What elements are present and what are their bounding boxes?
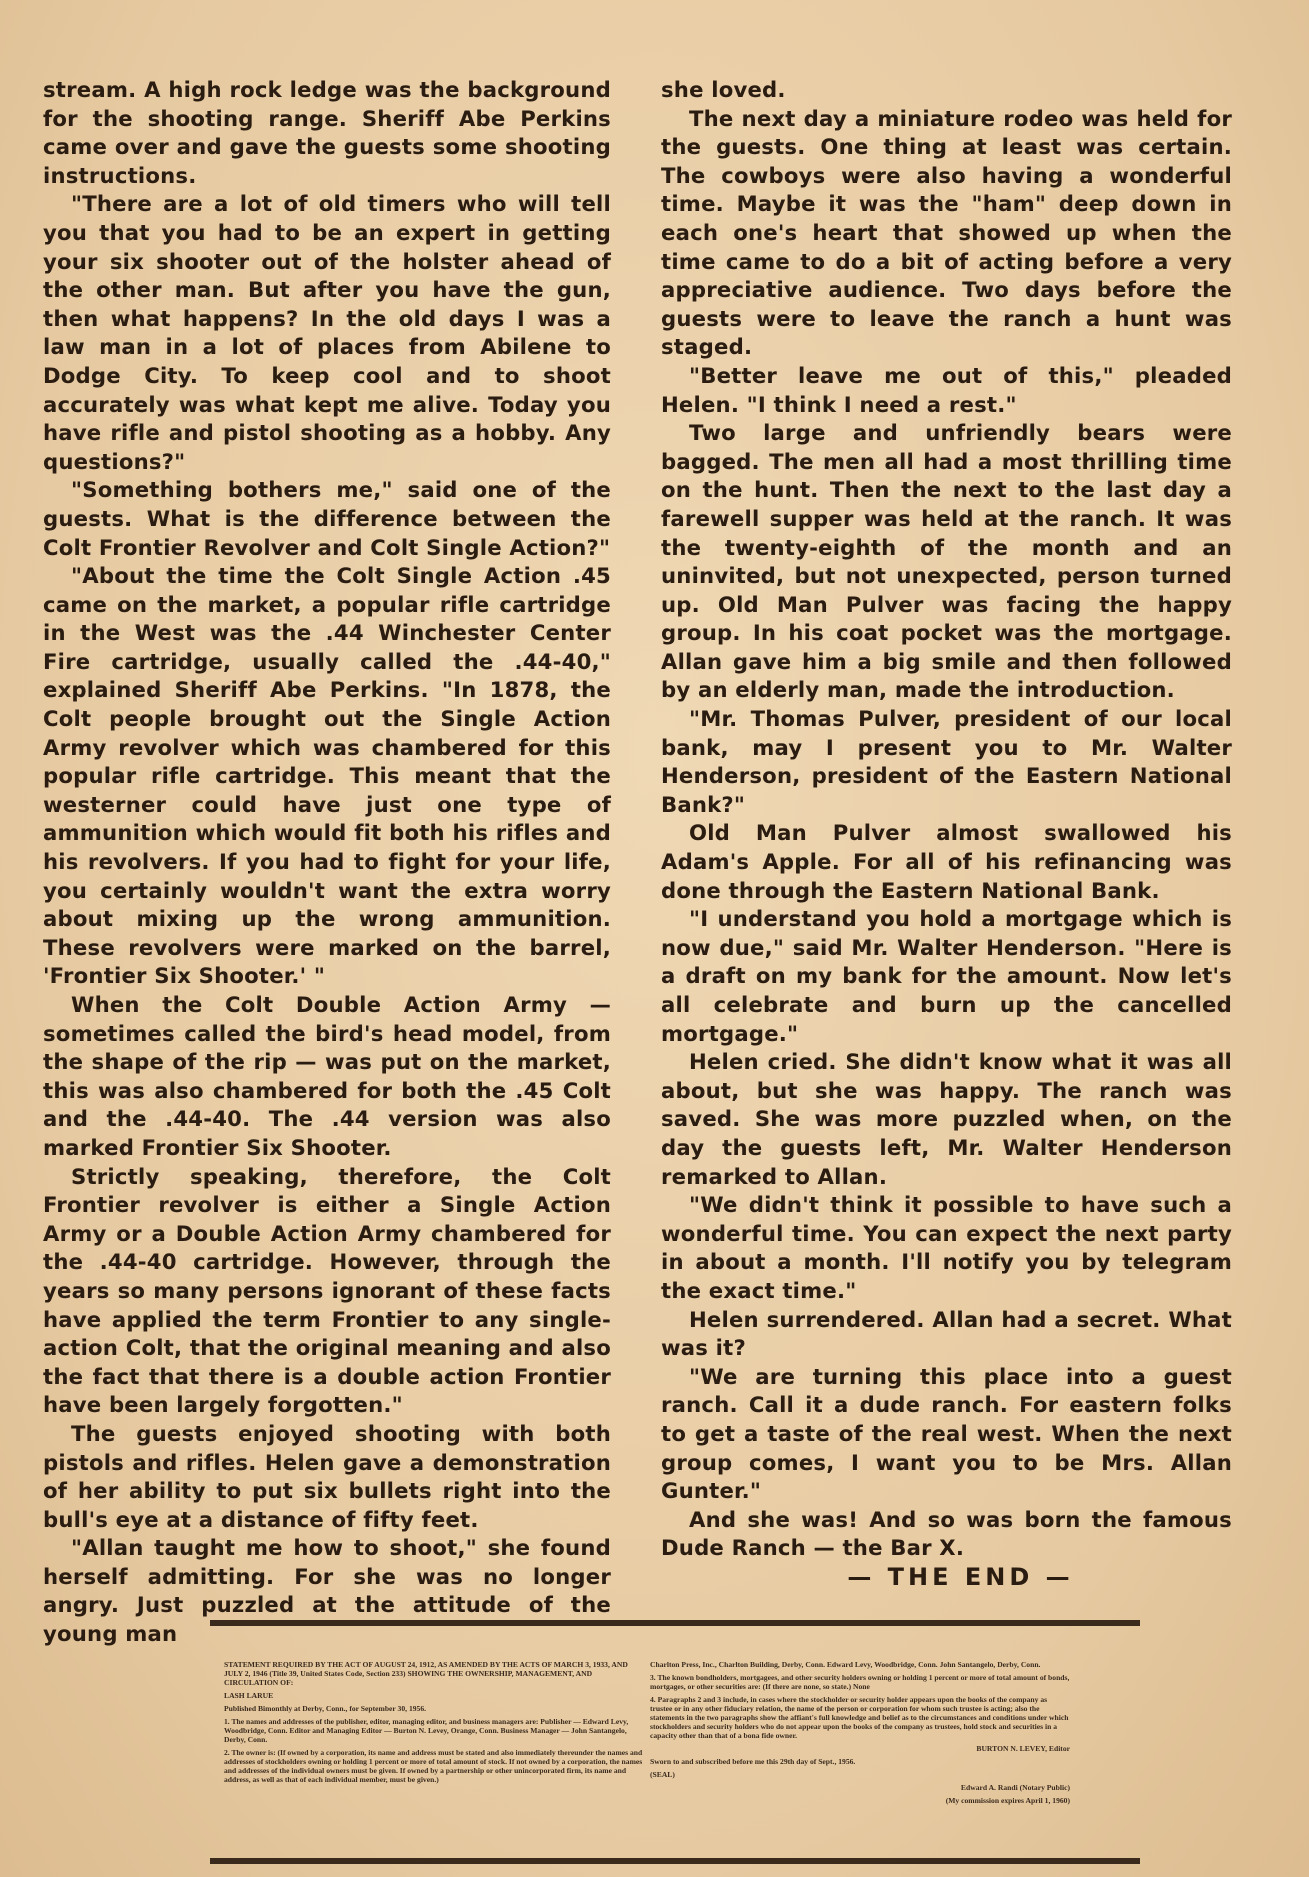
story-paragraph: And she was! And so was born the famous Dude Ranch — the Bar X. xyxy=(661,1506,1232,1561)
story-paragraph: "We are turning this place into a guest ranch. Call it a dude ranch. For eastern folks to get a taste of the real west. When the next group comes, I want you to be Mrs. Allan Gunter." xyxy=(661,1363,1232,1504)
story-paragraph: she loved. xyxy=(661,77,786,102)
story-paragraph: Helen surrendered. Allan had a secret. What was it? xyxy=(661,1306,1232,1361)
story-paragraph: Helen cried. She didn't know what it was all about, but she was happy. The ranch was saved. She was more puzzled when, on the day the guests left, Mr. Walter Henderson remarked to Allan. xyxy=(661,1049,1232,1189)
story-paragraph: "Something bothers me," said one of the guests. What is the difference between the Colt Frontier Revolver and Colt Single Action?" xyxy=(43,477,611,560)
ownership-statement-right xyxy=(650,1660,1070,1809)
story-paragraph: "Better leave me out of this," pleaded Helen. "I think I need a rest." xyxy=(661,362,1232,417)
statement-paragraph: Published Bimonthly at Derby, Conn., for September 30, 1956. xyxy=(224,1704,427,1713)
statement-paragraph: 4. Paragraphs 2 and 3 include, in cases where the stockholder or security holder appears upon the books of the company as trustee or in any other fiduciary relation, the name of the person or corporation for whom such trustee is acting; also the statements in the two paragraphs show the affiant's full knowledge and belief as to the circumstances and conditions under which stockholders and security holders who do not appear upon the books of the company as trustees, hold stock and securities in a capacity other than that of a bona fide owner. xyxy=(650,1695,1069,1740)
story-paragraph: The next day a miniature rodeo was held for the guests. One thing at least was certain. The cowboys were also having a wonderful time. Maybe it was the "ham" deep down in each one's heart that showed up when the time came to do a bit of acting before a very appreciative audience. Two days before the guests were to leave the ranch a hunt was staged. xyxy=(661,105,1232,360)
statement-paragraph: 3. The known bondholders, mortgagees, and other security holders owning or holding 1 percent or more of total amount of bonds, mortgages, or other securities are: (If there are none, so state.) None xyxy=(650,1673,1070,1691)
sworn-statement: Sworn to and subscribed before me this 29th day of Sept., 1956. xyxy=(650,1757,856,1766)
story-paragraph: "There are a lot of old timers who will tell you that you had to be an expert in getting your six shooter out of the holster ahead of the other man. But after you have the gun, then what happens? In the old days I was a law man in a lot of places from Abilene to Dodge City. To keep cool and to shoot accurately was what kept me alive. Today you have rifle and pistol shooting as a hobby. Any questions?" xyxy=(43,191,611,474)
statement-paragraph: 2. The owner is: (If owned by a corporation, its name and address must be stated and also immediately thereunder the names and addresses of stockholders owning or holding 1 percent or more of total amount of stock. If not owned by a corporation, the names and addresses of the individual owners must be given. If owned by a partnership or other unincorporated firm, its name and address, as well as that of each individual member, must be given.) xyxy=(224,1748,643,1784)
story-paragraph: When the Colt Double Action Army — sometimes called the bird's head model, from the shape of the rip — was put on the market, this was also chambered for both the .45 Colt and the .44-40. The .44 version was also marked Frontier Six Shooter. xyxy=(43,992,611,1160)
story-paragraph: "We didn't think it possible to have such a wonderful time. You can expect the next party in about a month. I'll notify you by telegram the exact time." xyxy=(661,1192,1232,1303)
ownership-statement-box xyxy=(210,1620,1140,1864)
commission-expiry: (My commission expires April 1, 1960) xyxy=(945,1796,1070,1805)
seal-label: (SEAL) xyxy=(650,1770,675,1779)
story-paragraph: stream. A high rock ledge was the background for the shooting range. Sheriff Abe Perkins came over and gave the guests some shooting instructions. xyxy=(43,77,611,188)
story-paragraph: The guests enjoyed shooting with both pistols and rifles. Helen gave a demonstration of her ability to put six bullets right into the bull's eye at a distance of fifty feet. xyxy=(43,1420,611,1532)
story-paragraph: Strictly speaking, therefore, the Colt Frontier revolver is either a Single Action Army or a Double Action Army chambered for the .44-40 cartridge. However, through the years so many persons ignorant of these facts have applied the term Frontier to any single-action Colt, that the original meaning and also the fact that there is a double action Frontier have been largely forgotten." xyxy=(43,1163,611,1418)
notary-name: Edward A. Randi (Notary Public) xyxy=(960,1783,1070,1792)
story-paragraph: "About the time the Colt Single Action .45 came on the market, a popular rifle cartridge in the West was the .44 Winchester Center Fire cartridge, usually called the .44-40," explained Sheriff Abe Perkins. "In 1878, the Colt people brought out the Single Action Army revolver which was chambered for this popular rifle cartridge. This meant that the westerner could have just one type of ammunition which would fit both his rifles and his revolvers. If you had to fight for your life, you certainly wouldn't want the extra worry about mixing up the wrong ammunition. These revolvers were marked on the barrel, 'Frontier Six Shooter.' " xyxy=(43,563,611,989)
statement-paragraph: Charlton Press, Inc., Charlton Building, Derby, Conn. Edward Levy, Woodbridge, Conn. John Santangelo, Derby, Conn. xyxy=(650,1660,1041,1669)
story-paragraph: "I understand you hold a mortgage which is now due," said Mr. Walter Henderson. "Here is a draft on my bank for the amount. Now let's all celebrate and burn up the cancelled mortgage." xyxy=(661,906,1232,1046)
story-paragraph: Two large and unfriendly bears were bagged. The men all had a most thrilling time on the hunt. Then the next to the last day a farewell supper was held at the ranch. It was the twenty-eighth of the month and an uninvited, but not unexpected, person turned up. Old Man Pulver was facing the happy group. In his coat pocket was the mortgage. Allan gave him a big smile and then followed by an elderly man, made the introduction. xyxy=(661,420,1232,703)
editor-signature: BURTON N. LEVEY, Editor xyxy=(976,1744,1070,1753)
story-paragraph: "Allan taught me how to shoot," she found herself admitting. For she was no longer angry. Just puzzled at the attitude of the young man xyxy=(43,1535,611,1647)
ownership-statement-left xyxy=(224,1660,644,1788)
story-paragraph: Old Man Pulver almost swallowed his Adam's Apple. For all of his refinancing was done through the Eastern National Bank. xyxy=(661,820,1232,903)
statement-paragraph: 1. The names and addresses of the publisher, editor, managing editor, and business managers are: Publisher — Edward Levy, Woodbridge, Conn. Editor and Managing Editor — Burton N. Levey, Orange, Conn. Business Manager — John Santangelo, Derby, Conn. xyxy=(224,1717,629,1744)
statement-paragraph: LASH LARUE xyxy=(224,1691,274,1700)
story-column-right xyxy=(661,76,1232,1591)
story-column-left xyxy=(43,76,611,1649)
statement-paragraph: STATEMENT REQUIRED BY THE ACT OF AUGUST 24, 1912, AS AMENDED BY THE ACTS OF MARCH 3, 1933, AND JULY 2, 1946 (Title 39, United States Code, Section 233) SHOWING THE OWNERSHIP, MANAGEMENT, AND CIRCULATION OF: xyxy=(224,1660,628,1687)
the-end-label: — THE END — xyxy=(847,1562,1074,1591)
story-paragraph: "Mr. Thomas Pulver, president of our local bank, may I present you to Mr. Walter Henderson, president of the Eastern National Bank?" xyxy=(661,706,1232,817)
